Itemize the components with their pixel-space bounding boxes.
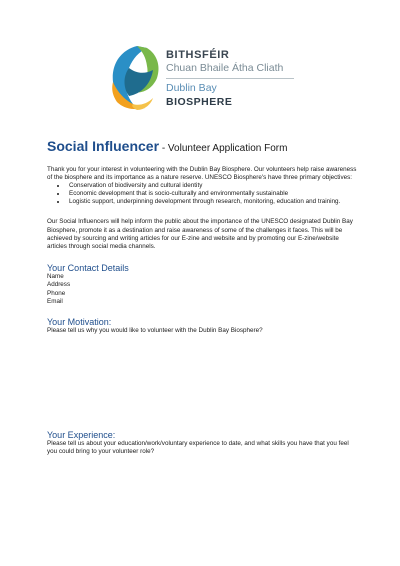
contact-section [47,263,357,307]
dublin-bay-biosphere-logo [107,44,307,116]
role-description-paragraph: Our Social Influencers will help inform the public about the importance of the UNESCO designated Dublin Bay Biosphere, promote it as a destination and raise awareness of some of the challenges it faces. This will be achieved by sourcing and writing articles for our E-zine and website and by promoting our E-zine/website articles through social media channels. [47,218,353,250]
experience-section [47,430,357,456]
page-title-main: Social Influencer [47,138,160,154]
intro-paragraph: Thank you for your interest in volunteering with the Dublin Bay Biosphere. Our volunteers help raise awareness of the biosphere and its importance as a nature reserve. UNESCO Biosphere's have three primary objectives: [47,166,357,182]
experience-prompt[interactable]: Please tell us about your education/work/voluntary experience to date, and what skills you have that you feel you could bring to your volunteer role? [47,440,349,456]
form-body [47,138,357,336]
list-item: • Logistic support, underpinning development through research, monitoring, education and training. [67,198,357,206]
motivation-section [47,317,357,335]
experience-heading: Your Experience: [47,430,116,440]
logo-english-subtitle: BIOSPHERE [166,96,233,108]
motivation-prompt[interactable]: Please tell us why you would like to volunteer with the Dublin Bay Biosphere? [47,327,263,335]
objectives-list [47,182,357,206]
contact-field-phone[interactable]: Phone [47,289,66,297]
list-item: • Economic development that is socio-culturally and environmentally sustainable [67,190,357,198]
page-title [47,138,357,154]
contact-field-name[interactable]: Name [47,272,64,280]
motivation-heading: Your Motivation: [47,317,112,328]
page-title-subtitle: - Volunteer Application Form [159,143,288,154]
contact-heading: Your Contact Details [47,262,129,273]
contact-field-email[interactable]: Email [47,298,63,306]
list-item: • Conservation of biodiversity and cultural identity [67,182,357,190]
logo-irish-name: BITHSFÉIR [166,49,230,61]
logo-english-name: Dublin Bay [166,82,217,94]
biosphere-swirl-icon [107,44,161,112]
logo-divider [166,78,294,79]
contact-fields [47,273,357,307]
contact-field-address[interactable]: Address [47,281,71,289]
logo-irish-subtitle: Chuan Bhaile Átha Cliath [166,62,284,74]
